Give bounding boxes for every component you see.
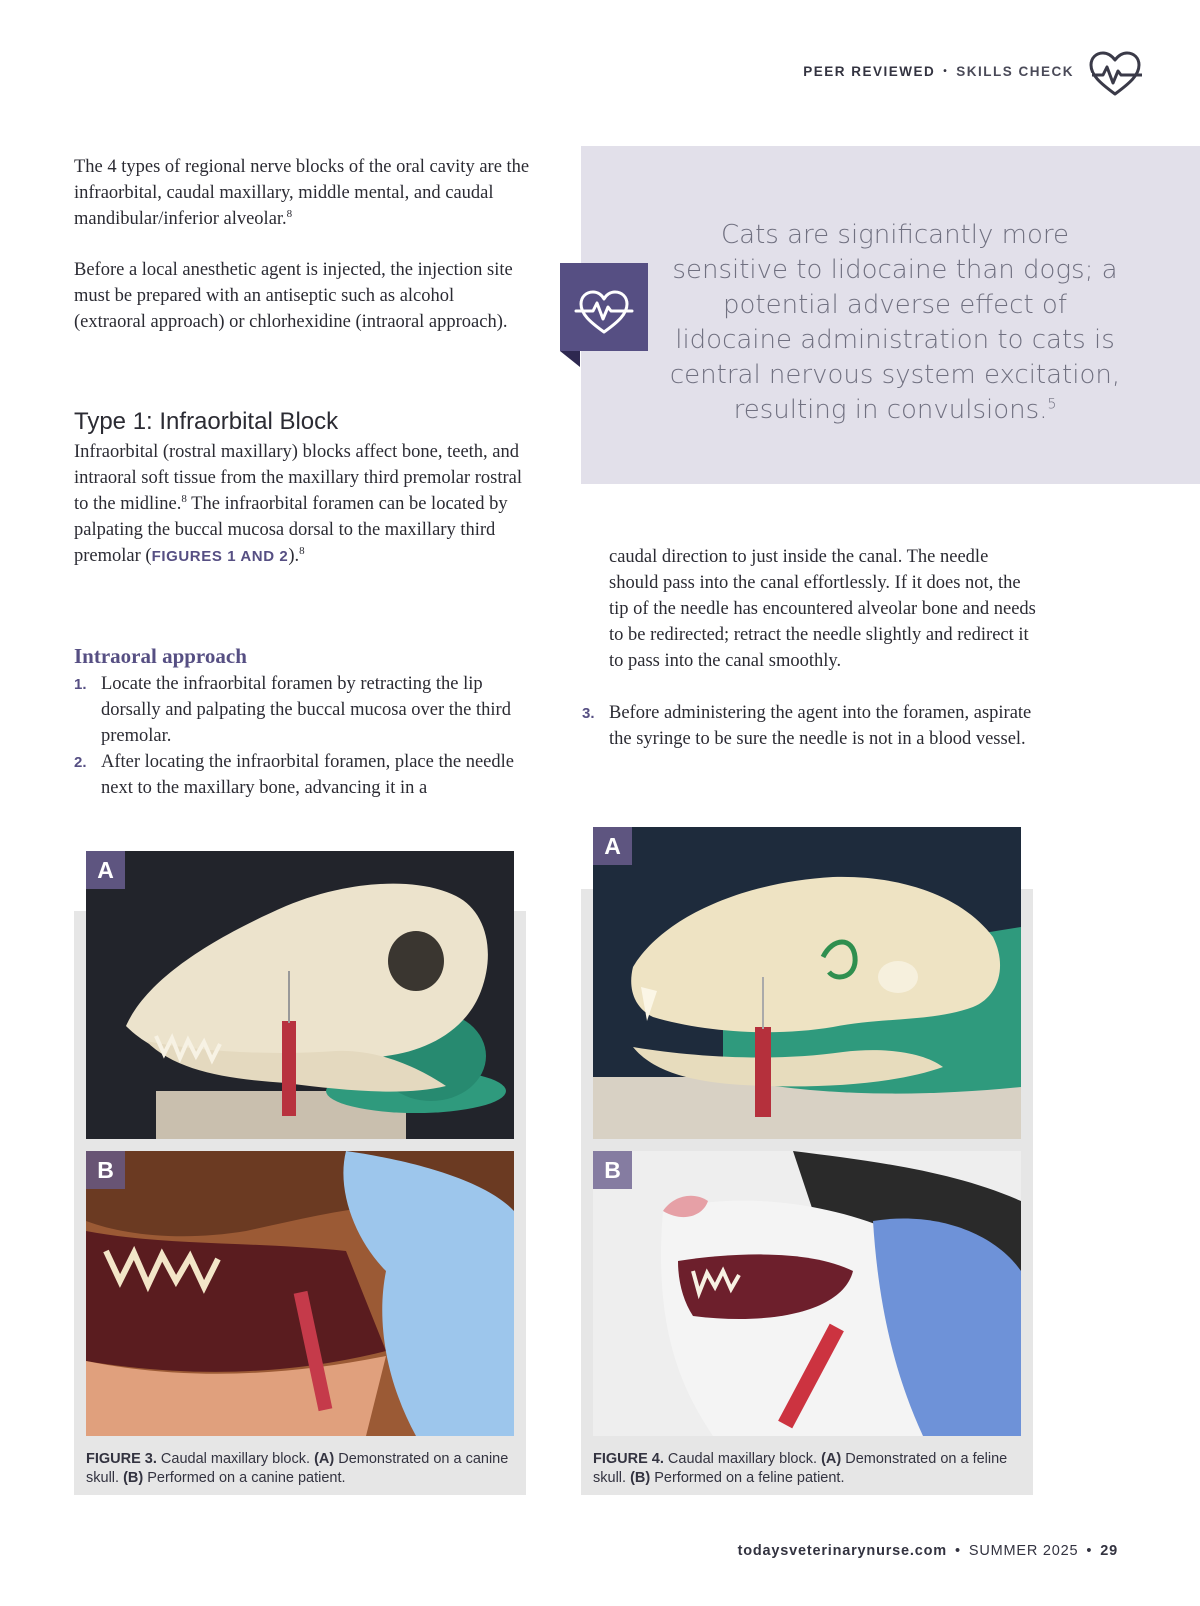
intro-paragraph-1 [74,154,534,232]
figure-3b-canine-patient-photo [86,1151,514,1436]
intro-p1-text: The 4 types of regional nerve blocks of the oral cavity are the infraorbital, caudal maxillary, middle mental, and caudal mandibular/inferior alveolar. [74,157,530,229]
panel-label-b: B [593,1151,632,1189]
caption-text: Demonstrated on a canine skull. [86,1451,509,1486]
caption-panel-ref: (A) [314,1451,335,1467]
figure-4b-feline-patient-photo [593,1151,1021,1436]
step-number: 3. [582,705,595,722]
header-section-peer-reviewed: PEER REVIEWED [803,64,936,79]
footer-site-link[interactable]: todaysveterinarynurse.com [737,1543,947,1559]
citation-ref: 8 [286,207,293,220]
figure-4a-feline-skull-photo [593,827,1021,1139]
caption-text: Performed on a canine patient. [143,1470,346,1486]
figure-3a-canine-skull-photo [86,851,514,1139]
caption-text: Demonstrated on a feline skull. [593,1451,1008,1486]
citation-ref: 5 [1047,396,1057,413]
figure-4-caption [593,1450,1023,1488]
list-item [74,671,529,749]
heartbeat-heart-icon [1088,50,1142,98]
header-section-skills-check: SKILLS CHECK [956,64,1074,79]
running-header [803,64,1074,79]
step-number: 2. [74,754,87,771]
caption-panel-ref: (A) [821,1451,842,1467]
caption-panel-ref: (B) [123,1470,144,1486]
list-item [582,700,1039,752]
step-2-continuation: caudal direction to just inside the canal. The needle should pass into the canal effortlessly. If it does not, the tip of the needle has encountered alveolar bone and needs to be redirected; retract the needle slightly and redirect it to pass into the canal smoothly. [609,547,1036,671]
caption-label: FIGURE 4. [593,1451,664,1467]
infraorbital-text-a: Infraorbital (rostral maxillary) blocks affect bone, teeth, and intraoral soft tissue from the maxillary third premolar rostral to the midline. [74,442,522,514]
panel-label-a: A [86,851,125,889]
page-footer [738,1543,1118,1559]
step-text: Before administering the agent into the foramen, aspirate the syringe to be sure the needle is not in a blood vessel. [609,703,1032,749]
infraorbital-paragraph [74,439,529,570]
panel-label-a: A [593,827,632,865]
footer-separator: • [954,1543,961,1559]
caption-label: FIGURE 3. [86,1451,157,1467]
infraorbital-text-c: ). [288,546,300,566]
page-number: 29 [1100,1543,1118,1559]
intraoral-steps-list-continued [582,700,1039,752]
citation-ref: 8 [181,492,187,505]
footer-separator: • [1086,1543,1093,1559]
pull-quote-text [665,218,1125,428]
citation-ref: 8 [299,544,305,557]
caption-text: Caudal maxillary block. [156,1451,315,1467]
list-item [74,749,529,801]
step-number: 1. [74,676,87,693]
figure-3-caption [86,1450,516,1488]
footer-issue: SUMMER 2025 [968,1543,1079,1559]
infraorbital-text-b: The infraorbital foramen can be located by palpating the buccal mucosa dorsal to the maxillary third premolar ( [74,494,508,566]
pull-quote-body: Cats are significantly more sensitive to lidocaine than dogs; a potential adverse effect of lidocaine administration to cats is central nervous system excitation, resulting in convulsions. [669,220,1121,425]
intraoral-steps-list [74,671,529,801]
figure-reference-link[interactable]: FIGURES 1 AND 2 [151,548,289,565]
caption-panel-ref: (B) [630,1470,651,1486]
header-separator: • [943,66,949,77]
heartbeat-heart-icon [560,263,648,351]
caption-text: Caudal maxillary block. [663,1451,822,1467]
intro-paragraph-2: Before a local anesthetic agent is injected, the injection site must be prepared with an antiseptic such as alcohol (extraoral approach) or chlorhexidine (intraoral approach). [74,260,513,332]
section-heading-infraorbital-block: Type 1: Infraorbital Block [74,408,339,435]
step-text: After locating the infraorbital foramen, place the needle next to the maxillary bone, advancing it in a [101,752,514,798]
step-text: Locate the infraorbital foramen by retracting the lip dorsally and palpating the buccal mucosa over the third premolar. [101,674,511,746]
subheading-intraoral-approach: Intraoral approach [74,644,247,668]
pull-quote-icon-fold [560,351,580,367]
caption-text: Performed on a feline patient. [650,1470,845,1486]
panel-label-b: B [86,1151,125,1189]
